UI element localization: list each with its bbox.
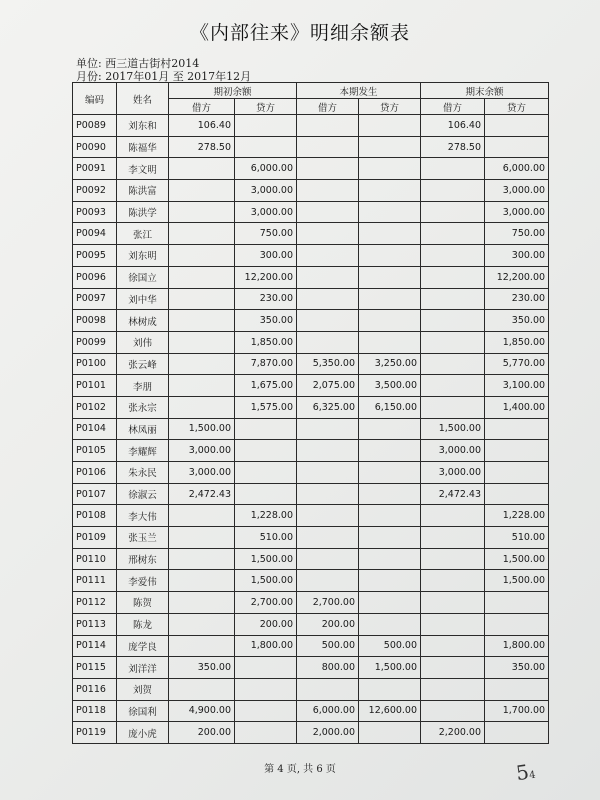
cell-code: P0098: [73, 310, 117, 332]
table-row: [73, 180, 549, 202]
cell-current-debit: [297, 136, 359, 158]
cell-current-debit: [297, 331, 359, 353]
cell-closing-debit: [421, 700, 485, 722]
cell-opening-debit: 1,500.00: [169, 418, 235, 440]
cell-current-credit: [359, 223, 421, 245]
cell-current-credit: 3,250.00: [359, 353, 421, 375]
cell-current-debit: [297, 266, 359, 288]
cell-name: 李耀辉: [117, 440, 169, 462]
table-row: [73, 396, 549, 418]
cell-closing-credit: [485, 115, 549, 137]
cell-opening-debit: 200.00: [169, 722, 235, 744]
cell-opening-credit: [235, 418, 297, 440]
cell-closing-debit: 106.40: [421, 115, 485, 137]
cell-name: 徐国立: [117, 266, 169, 288]
cell-closing-debit: [421, 396, 485, 418]
cell-current-credit: [359, 180, 421, 202]
cell-closing-debit: 2,472.43: [421, 483, 485, 505]
cell-current-debit: 6,325.00: [297, 396, 359, 418]
cell-closing-debit: [421, 331, 485, 353]
cell-closing-credit: 350.00: [485, 657, 549, 679]
cell-current-credit: [359, 505, 421, 527]
cell-current-debit: [297, 462, 359, 484]
cell-current-debit: [297, 245, 359, 267]
table-row: [73, 635, 549, 657]
cell-closing-credit: 350.00: [485, 310, 549, 332]
cell-current-credit: 3,500.00: [359, 375, 421, 397]
cell-current-credit: [359, 613, 421, 635]
cell-closing-credit: [485, 613, 549, 635]
cell-code: P0095: [73, 245, 117, 267]
cell-code: P0091: [73, 158, 117, 180]
cell-opening-credit: 1,228.00: [235, 505, 297, 527]
table-row: [73, 678, 549, 700]
cell-name: 陈洪学: [117, 201, 169, 223]
cell-code: P0100: [73, 353, 117, 375]
cell-opening-debit: 278.50: [169, 136, 235, 158]
cell-name: 刘伟: [117, 331, 169, 353]
cell-current-credit: [359, 418, 421, 440]
cell-code: P0096: [73, 266, 117, 288]
cell-closing-credit: 1,700.00: [485, 700, 549, 722]
cell-current-debit: [297, 115, 359, 137]
cell-code: P0115: [73, 657, 117, 679]
cell-name: 刘贺: [117, 678, 169, 700]
cell-closing-debit: [421, 201, 485, 223]
unit-line: 单位: 西三道古街村2014: [76, 57, 200, 70]
table-row: [73, 505, 549, 527]
table-row: [73, 136, 549, 158]
cell-closing-credit: 1,400.00: [485, 396, 549, 418]
cell-opening-credit: [235, 700, 297, 722]
cell-closing-debit: [421, 678, 485, 700]
cell-current-debit: 5,350.00: [297, 353, 359, 375]
cell-closing-credit: 3,000.00: [485, 180, 549, 202]
cell-current-debit: 800.00: [297, 657, 359, 679]
cell-current-credit: [359, 548, 421, 570]
table-row: [73, 331, 549, 353]
cell-current-debit: [297, 180, 359, 202]
cell-name: 张云峰: [117, 353, 169, 375]
cell-closing-debit: [421, 505, 485, 527]
cell-closing-debit: [421, 613, 485, 635]
cell-closing-debit: [421, 375, 485, 397]
header-row-top: [73, 83, 549, 99]
cell-name: 林凤丽: [117, 418, 169, 440]
cell-closing-debit: 3,000.00: [421, 462, 485, 484]
cell-closing-credit: 1,500.00: [485, 570, 549, 592]
cell-current-credit: [359, 527, 421, 549]
table-row: [73, 288, 549, 310]
cell-name: 张玉兰: [117, 527, 169, 549]
table-row: [73, 657, 549, 679]
cell-closing-credit: 510.00: [485, 527, 549, 549]
cell-name: 李爱伟: [117, 570, 169, 592]
cell-current-credit: [359, 266, 421, 288]
table-row: [73, 613, 549, 635]
cell-name: 陈贺: [117, 592, 169, 614]
cell-opening-credit: 1,850.00: [235, 331, 297, 353]
table-row: [73, 266, 549, 288]
cell-code: P0104: [73, 418, 117, 440]
table-row: [73, 548, 549, 570]
cell-closing-debit: [421, 635, 485, 657]
cell-name: 徐国利: [117, 700, 169, 722]
header-code: 编码: [73, 83, 117, 115]
cell-closing-credit: 12,200.00: [485, 266, 549, 288]
cell-closing-credit: [485, 722, 549, 744]
cell-closing-credit: 750.00: [485, 223, 549, 245]
cell-code: P0119: [73, 722, 117, 744]
cell-current-credit: [359, 722, 421, 744]
cell-closing-debit: [421, 245, 485, 267]
cell-opening-credit: [235, 722, 297, 744]
cell-opening-debit: [169, 527, 235, 549]
table-row: [73, 158, 549, 180]
cell-current-debit: [297, 678, 359, 700]
cell-closing-credit: 1,850.00: [485, 331, 549, 353]
cell-closing-credit: 1,800.00: [485, 635, 549, 657]
table-row: [73, 570, 549, 592]
cell-opening-debit: [169, 201, 235, 223]
cell-name: 张江: [117, 223, 169, 245]
header-current-credit: 贷方: [359, 99, 421, 115]
cell-current-debit: 2,075.00: [297, 375, 359, 397]
cell-closing-credit: 1,228.00: [485, 505, 549, 527]
cell-closing-credit: 3,100.00: [485, 375, 549, 397]
cell-opening-debit: [169, 245, 235, 267]
cell-opening-credit: 510.00: [235, 527, 297, 549]
cell-closing-credit: 6,000.00: [485, 158, 549, 180]
cell-current-credit: [359, 570, 421, 592]
cell-opening-credit: [235, 136, 297, 158]
cell-code: P0102: [73, 396, 117, 418]
cell-closing-credit: 5,770.00: [485, 353, 549, 375]
month-line: 月份: 2017年01月 至 2017年12月: [76, 70, 252, 83]
cell-name: 林树成: [117, 310, 169, 332]
cell-opening-credit: 230.00: [235, 288, 297, 310]
cell-current-debit: 200.00: [297, 613, 359, 635]
cell-opening-debit: [169, 505, 235, 527]
cell-opening-debit: [169, 613, 235, 635]
cell-closing-credit: 300.00: [485, 245, 549, 267]
table-row: [73, 375, 549, 397]
cell-current-debit: [297, 223, 359, 245]
table-row: [73, 700, 549, 722]
cell-name: 庞小虎: [117, 722, 169, 744]
cell-code: P0118: [73, 700, 117, 722]
header-name: 姓名: [117, 83, 169, 115]
document-title: 《内部往来》明细余额表: [189, 22, 410, 44]
cell-current-credit: [359, 440, 421, 462]
cell-closing-debit: [421, 266, 485, 288]
cell-opening-debit: 3,000.00: [169, 440, 235, 462]
table-row: [73, 527, 549, 549]
cell-code: P0094: [73, 223, 117, 245]
cell-closing-debit: [421, 180, 485, 202]
cell-code: P0108: [73, 505, 117, 527]
table-row: [73, 483, 549, 505]
cell-opening-debit: [169, 310, 235, 332]
cell-opening-credit: 350.00: [235, 310, 297, 332]
cell-opening-credit: 1,800.00: [235, 635, 297, 657]
cell-current-debit: [297, 483, 359, 505]
cell-opening-credit: 1,500.00: [235, 548, 297, 570]
cell-current-credit: [359, 136, 421, 158]
cell-opening-debit: 4,900.00: [169, 700, 235, 722]
cell-opening-debit: [169, 223, 235, 245]
cell-code: P0105: [73, 440, 117, 462]
cell-opening-credit: [235, 115, 297, 137]
table-row: [73, 462, 549, 484]
cell-name: 陈福华: [117, 136, 169, 158]
cell-opening-debit: 350.00: [169, 657, 235, 679]
cell-code: P0109: [73, 527, 117, 549]
cell-current-credit: [359, 483, 421, 505]
cell-closing-credit: [485, 440, 549, 462]
cell-current-credit: 12,600.00: [359, 700, 421, 722]
cell-opening-debit: [169, 678, 235, 700]
cell-opening-credit: 7,870.00: [235, 353, 297, 375]
cell-name: 刘洋洋: [117, 657, 169, 679]
cell-closing-debit: [421, 527, 485, 549]
cell-code: P0093: [73, 201, 117, 223]
cell-name: 张永宗: [117, 396, 169, 418]
cell-opening-debit: [169, 548, 235, 570]
cell-current-credit: [359, 592, 421, 614]
cell-current-debit: [297, 310, 359, 332]
cell-opening-credit: 750.00: [235, 223, 297, 245]
cell-code: P0111: [73, 570, 117, 592]
header-current: 本期发生: [297, 83, 421, 99]
cell-current-credit: [359, 331, 421, 353]
cell-opening-credit: [235, 462, 297, 484]
table-row: [73, 223, 549, 245]
cell-opening-credit: 2,700.00: [235, 592, 297, 614]
cell-current-credit: [359, 678, 421, 700]
cell-code: P0114: [73, 635, 117, 657]
cell-current-credit: [359, 115, 421, 137]
cell-name: 庞学良: [117, 635, 169, 657]
cell-code: P0106: [73, 462, 117, 484]
cell-code: P0113: [73, 613, 117, 635]
cell-opening-credit: 3,000.00: [235, 180, 297, 202]
cell-name: 邢树东: [117, 548, 169, 570]
cell-code: P0107: [73, 483, 117, 505]
handwritten-mark-main: 5: [514, 759, 531, 786]
cell-opening-credit: 300.00: [235, 245, 297, 267]
cell-opening-credit: [235, 657, 297, 679]
cell-opening-debit: [169, 375, 235, 397]
cell-current-credit: [359, 201, 421, 223]
cell-current-debit: [297, 505, 359, 527]
header-closing-debit: 借方: [421, 99, 485, 115]
cell-current-debit: 2,700.00: [297, 592, 359, 614]
cell-opening-credit: 200.00: [235, 613, 297, 635]
cell-closing-debit: [421, 570, 485, 592]
cell-closing-debit: [421, 288, 485, 310]
cell-closing-credit: 3,000.00: [485, 201, 549, 223]
cell-opening-debit: 2,472.43: [169, 483, 235, 505]
cell-opening-credit: 1,675.00: [235, 375, 297, 397]
cell-current-debit: 500.00: [297, 635, 359, 657]
cell-opening-credit: [235, 440, 297, 462]
cell-opening-debit: [169, 180, 235, 202]
cell-code: P0089: [73, 115, 117, 137]
cell-current-debit: [297, 548, 359, 570]
cell-code: P0092: [73, 180, 117, 202]
cell-name: 刘东明: [117, 245, 169, 267]
table-body: [73, 115, 549, 744]
cell-closing-debit: [421, 592, 485, 614]
cell-closing-debit: [421, 353, 485, 375]
table-row: [73, 115, 549, 137]
cell-closing-credit: 1,500.00: [485, 548, 549, 570]
cell-opening-credit: 1,500.00: [235, 570, 297, 592]
cell-current-debit: [297, 527, 359, 549]
handwritten-mark-small: 4: [528, 769, 537, 782]
cell-code: P0116: [73, 678, 117, 700]
cell-current-debit: [297, 418, 359, 440]
table-row: [73, 440, 549, 462]
cell-code: P0099: [73, 331, 117, 353]
cell-current-credit: [359, 310, 421, 332]
table-row: [73, 722, 549, 744]
cell-closing-credit: [485, 483, 549, 505]
cell-code: P0112: [73, 592, 117, 614]
cell-current-debit: [297, 570, 359, 592]
table-row: [73, 245, 549, 267]
header-closing: 期末余额: [421, 83, 549, 99]
table-row: [73, 592, 549, 614]
page-footer: 第 4 页, 共 6 页: [264, 764, 336, 775]
cell-closing-debit: [421, 158, 485, 180]
cell-current-credit: 1,500.00: [359, 657, 421, 679]
header-opening-debit: 借方: [169, 99, 235, 115]
header-current-debit: 借方: [297, 99, 359, 115]
cell-closing-debit: 278.50: [421, 136, 485, 158]
cell-current-credit: [359, 158, 421, 180]
cell-opening-debit: [169, 570, 235, 592]
header-opening-credit: 贷方: [235, 99, 297, 115]
cell-closing-credit: [485, 418, 549, 440]
cell-opening-debit: [169, 353, 235, 375]
cell-code: P0090: [73, 136, 117, 158]
cell-current-debit: 2,000.00: [297, 722, 359, 744]
header-opening: 期初余额: [169, 83, 297, 99]
cell-opening-debit: 106.40: [169, 115, 235, 137]
cell-closing-credit: [485, 592, 549, 614]
cell-closing-credit: 230.00: [485, 288, 549, 310]
cell-closing-credit: [485, 462, 549, 484]
cell-current-credit: [359, 462, 421, 484]
cell-name: 朱永民: [117, 462, 169, 484]
cell-opening-debit: [169, 288, 235, 310]
cell-current-debit: [297, 440, 359, 462]
cell-current-debit: [297, 201, 359, 223]
cell-current-debit: 6,000.00: [297, 700, 359, 722]
cell-closing-credit: [485, 678, 549, 700]
cell-closing-debit: [421, 223, 485, 245]
header-closing-credit: 贷方: [485, 99, 549, 115]
cell-name: 李大伟: [117, 505, 169, 527]
cell-closing-debit: [421, 657, 485, 679]
cell-opening-debit: [169, 635, 235, 657]
cell-current-credit: 500.00: [359, 635, 421, 657]
cell-opening-debit: [169, 396, 235, 418]
cell-opening-credit: [235, 678, 297, 700]
cell-current-debit: [297, 288, 359, 310]
cell-name: 李文明: [117, 158, 169, 180]
cell-opening-credit: 6,000.00: [235, 158, 297, 180]
table-row: [73, 353, 549, 375]
cell-opening-credit: 3,000.00: [235, 201, 297, 223]
cell-name: 刘中华: [117, 288, 169, 310]
cell-current-credit: 6,150.00: [359, 396, 421, 418]
table-row: [73, 418, 549, 440]
cell-code: P0110: [73, 548, 117, 570]
cell-closing-debit: 1,500.00: [421, 418, 485, 440]
cell-name: 徐淑云: [117, 483, 169, 505]
cell-opening-debit: 3,000.00: [169, 462, 235, 484]
cell-closing-debit: [421, 548, 485, 570]
cell-name: 陈龙: [117, 613, 169, 635]
cell-opening-credit: [235, 483, 297, 505]
cell-closing-debit: 2,200.00: [421, 722, 485, 744]
cell-current-debit: [297, 158, 359, 180]
cell-opening-credit: 12,200.00: [235, 266, 297, 288]
cell-name: 刘东和: [117, 115, 169, 137]
cell-opening-credit: 1,575.00: [235, 396, 297, 418]
cell-opening-debit: [169, 592, 235, 614]
balance-table: [72, 82, 549, 744]
cell-code: P0101: [73, 375, 117, 397]
cell-current-credit: [359, 245, 421, 267]
cell-closing-credit: [485, 136, 549, 158]
table-row: [73, 310, 549, 332]
cell-opening-debit: [169, 158, 235, 180]
cell-closing-debit: 3,000.00: [421, 440, 485, 462]
table-row: [73, 201, 549, 223]
cell-opening-debit: [169, 331, 235, 353]
cell-name: 李朋: [117, 375, 169, 397]
cell-closing-debit: [421, 310, 485, 332]
handwritten-page-mark: [514, 759, 536, 785]
cell-name: 陈洪富: [117, 180, 169, 202]
cell-code: P0097: [73, 288, 117, 310]
cell-current-credit: [359, 288, 421, 310]
cell-opening-debit: [169, 266, 235, 288]
